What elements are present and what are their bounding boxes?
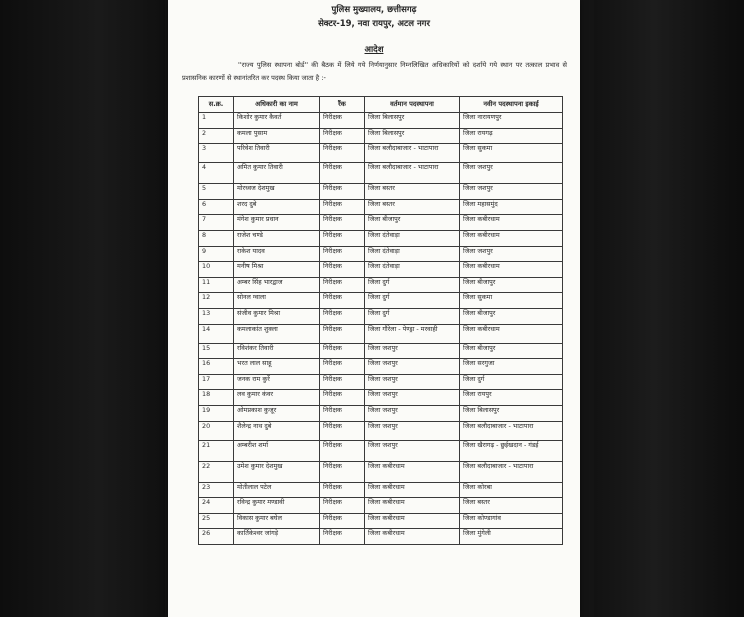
cell-new-posting: जिला मुंगेली — [460, 529, 563, 545]
cell-rank: निरीक्षक — [320, 529, 365, 545]
cell-current-posting: जिला जशपुर — [365, 440, 460, 461]
cell-current-posting: जिला दंतेवाड़ा — [365, 246, 460, 262]
order-intro: ''राज्य पुलिस स्थापना बोर्ड'' की बैठक में लिये गये निर्णयानुसार निम्नलिखित अधिकारियों को दर्शाये गये स्थान पर तत्काल प्रभाव से प्रशासनिक कारणों से स्थानांतरित कर पदस्थ किया जाता है :- — [182, 61, 567, 82]
cell-new-posting: जिला सुकमा — [460, 293, 563, 309]
cell-serial: 11 — [199, 277, 234, 293]
cell-serial: 23 — [199, 482, 234, 498]
cell-new-posting: जिला कबीरधाम — [460, 230, 563, 246]
table-row — [199, 144, 563, 163]
cell-officer-name: अम्बरीश शर्मा — [234, 440, 320, 461]
table-row — [199, 246, 563, 262]
cell-officer-name: मनीष मिश्रा — [234, 262, 320, 278]
cell-serial: 13 — [199, 308, 234, 324]
cell-new-posting: जिला बीजापुर — [460, 277, 563, 293]
table-row — [199, 163, 563, 184]
cell-officer-name: शैलेन्द्र नाथ दुबे — [234, 421, 320, 440]
cell-rank: निरीक्षक — [320, 324, 365, 343]
cell-new-posting: जिला बलौदाबाजार - भाटापारा — [460, 421, 563, 440]
cell-new-posting: जिला कोण्डागांव — [460, 513, 563, 529]
cell-serial: 9 — [199, 246, 234, 262]
office-name: पुलिस मुख्यालय, छत्तीसगढ़ — [331, 5, 417, 15]
cell-current-posting: जिला कबीरधाम — [365, 529, 460, 545]
cell-serial: 5 — [199, 184, 234, 200]
cell-current-posting: जिला कबीरधाम — [365, 498, 460, 514]
cell-serial: 8 — [199, 230, 234, 246]
cell-serial: 1 — [199, 113, 234, 129]
cell-officer-name: राजेश चण्डे — [234, 230, 320, 246]
cell-serial: 21 — [199, 440, 234, 461]
cell-rank: निरीक्षक — [320, 461, 365, 482]
cell-rank: निरीक्षक — [320, 163, 365, 184]
cell-serial: 12 — [199, 293, 234, 309]
table-row — [199, 343, 563, 359]
table-row — [199, 421, 563, 440]
cell-officer-name: कमला पुसाम — [234, 128, 320, 144]
cell-serial: 26 — [199, 529, 234, 545]
transfer-table — [198, 96, 563, 545]
cell-officer-name: उमेश कुमार देशमुख — [234, 461, 320, 482]
cell-rank: निरीक्षक — [320, 390, 365, 406]
cell-rank: निरीक्षक — [320, 405, 365, 421]
cell-serial: 25 — [199, 513, 234, 529]
cell-current-posting: जिला दुर्ग — [365, 308, 460, 324]
cell-new-posting: जिला कबीरधाम — [460, 262, 563, 278]
cell-rank: निरीक्षक — [320, 230, 365, 246]
cell-serial: 6 — [199, 199, 234, 215]
cell-new-posting: जिला कोरबा — [460, 482, 563, 498]
table-row — [199, 293, 563, 309]
cell-current-posting: जिला बलौदाबाजार - भाटापारा — [365, 163, 460, 184]
cell-serial: 16 — [199, 359, 234, 375]
cell-current-posting: जिला बिलासपुर — [365, 113, 460, 129]
table-row — [199, 359, 563, 375]
cell-rank: निरीक्षक — [320, 308, 365, 324]
cell-new-posting: जिला सुकमा — [460, 144, 563, 163]
cell-serial: 3 — [199, 144, 234, 163]
cell-new-posting: जिला बिलासपुर — [460, 405, 563, 421]
cell-rank: निरीक्षक — [320, 128, 365, 144]
cell-current-posting: जिला दंतेवाड़ा — [365, 230, 460, 246]
cell-new-posting: जिला कबीरधाम — [460, 324, 563, 343]
cell-current-posting: जिला जशपुर — [365, 405, 460, 421]
cell-new-posting: जिला रायगढ़ — [460, 128, 563, 144]
cell-serial: 22 — [199, 461, 234, 482]
table-row — [199, 374, 563, 390]
cell-officer-name: रविशंकर तिवारी — [234, 343, 320, 359]
cell-officer-name: जनक राम कुर्रे — [234, 374, 320, 390]
cell-current-posting: जिला गौरेला - पेण्ड्रा - मरवाही — [365, 324, 460, 343]
table-row — [199, 390, 563, 406]
table-row — [199, 184, 563, 200]
cell-rank: निरीक्षक — [320, 440, 365, 461]
table-row — [199, 230, 563, 246]
cell-serial: 17 — [199, 374, 234, 390]
cell-officer-name: कार्तिकेश्वर जांगड़े — [234, 529, 320, 545]
cell-new-posting: जिला बीजापुर — [460, 343, 563, 359]
cell-current-posting: जिला बस्तर — [365, 184, 460, 200]
cell-rank: निरीक्षक — [320, 262, 365, 278]
scan-border-left — [0, 0, 165, 617]
cell-current-posting: जिला कबीरधाम — [365, 482, 460, 498]
cell-rank: निरीक्षक — [320, 359, 365, 375]
col-header-name: अधिकारी का नाम — [234, 97, 320, 113]
cell-new-posting: जिला कबीरधाम — [460, 215, 563, 231]
cell-rank: निरीक्षक — [320, 215, 365, 231]
cell-serial: 2 — [199, 128, 234, 144]
col-header-serial: स.क्र. — [199, 97, 234, 113]
cell-officer-name: शरद दुबे — [234, 199, 320, 215]
cell-current-posting: जिला दंतेवाड़ा — [365, 262, 460, 278]
cell-current-posting: जिला कबीरधाम — [365, 513, 460, 529]
cell-serial: 20 — [199, 421, 234, 440]
office-address: सेक्टर-19, नवा रायपुर, अटल नगर — [318, 19, 430, 29]
cell-new-posting: जिला जशपुर — [460, 184, 563, 200]
cell-rank: निरीक्षक — [320, 113, 365, 129]
cell-serial: 18 — [199, 390, 234, 406]
table-row — [199, 482, 563, 498]
table-row — [199, 513, 563, 529]
cell-officer-name: किशोर कुमार कैवर्त — [234, 113, 320, 129]
cell-new-posting: जिला महासमुंद — [460, 199, 563, 215]
cell-rank: निरीक्षक — [320, 482, 365, 498]
cell-current-posting: जिला कबीरधाम — [365, 461, 460, 482]
table-header-row — [199, 97, 563, 113]
cell-rank: निरीक्षक — [320, 144, 365, 163]
cell-officer-name: विकास कुमार बघेल — [234, 513, 320, 529]
table-row — [199, 529, 563, 545]
table-row — [199, 277, 563, 293]
cell-new-posting: जिला बस्तर — [460, 498, 563, 514]
cell-serial: 14 — [199, 324, 234, 343]
cell-serial: 4 — [199, 163, 234, 184]
col-header-current-posting: वर्तमान पदस्थापना — [365, 97, 460, 113]
col-header-new-posting: नवीन पदस्थापना इकाई — [460, 97, 563, 113]
cell-current-posting: जिला जशपुर — [365, 374, 460, 390]
cell-rank: निरीक्षक — [320, 184, 365, 200]
cell-officer-name: ओमप्रकाश कुजूर — [234, 405, 320, 421]
cell-current-posting: जिला जशपुर — [365, 343, 460, 359]
cell-serial: 24 — [199, 498, 234, 514]
cell-current-posting: जिला बस्तर — [365, 199, 460, 215]
order-title: आदेश — [364, 45, 384, 55]
table-row — [199, 324, 563, 343]
cell-current-posting: जिला जशपुर — [365, 421, 460, 440]
cell-rank: निरीक्षक — [320, 498, 365, 514]
cell-rank: निरीक्षक — [320, 374, 365, 390]
cell-officer-name: मोतीलाल पटेल — [234, 482, 320, 498]
cell-officer-name: अमित कुमार तिवारी — [234, 163, 320, 184]
table-row — [199, 461, 563, 482]
cell-rank: निरीक्षक — [320, 246, 365, 262]
cell-officer-name: अम्बर सिंह भारद्वाज — [234, 277, 320, 293]
table-row — [199, 405, 563, 421]
cell-officer-name: कमलाकांत शुक्ला — [234, 324, 320, 343]
cell-current-posting: जिला बिलासपुर — [365, 128, 460, 144]
cell-rank: निरीक्षक — [320, 343, 365, 359]
cell-current-posting: जिला जशपुर — [365, 359, 460, 375]
col-header-rank: रैंक — [320, 97, 365, 113]
table-row — [199, 262, 563, 278]
cell-officer-name: परिवेश तिवारी — [234, 144, 320, 163]
cell-officer-name: भरत लाल साहू — [234, 359, 320, 375]
cell-officer-name: राकेश यादव — [234, 246, 320, 262]
table-row — [199, 215, 563, 231]
scan-border-right — [594, 0, 744, 617]
cell-new-posting: जिला जशपुर — [460, 163, 563, 184]
cell-serial: 15 — [199, 343, 234, 359]
cell-officer-name: मोरध्वज देशमुख — [234, 184, 320, 200]
cell-rank: निरीक्षक — [320, 293, 365, 309]
cell-new-posting: जिला नारायणपुर — [460, 113, 563, 129]
cell-serial: 7 — [199, 215, 234, 231]
cell-current-posting: जिला दुर्ग — [365, 277, 460, 293]
cell-officer-name: सोनल ग्वाला — [234, 293, 320, 309]
cell-rank: निरीक्षक — [320, 421, 365, 440]
cell-current-posting: जिला बीजापुर — [365, 215, 460, 231]
table-row — [199, 113, 563, 129]
cell-current-posting: जिला बलौदाबाजार - भाटापारा — [365, 144, 460, 163]
cell-officer-name: रविन्द्र कुमार मण्डावी — [234, 498, 320, 514]
table-row — [199, 440, 563, 461]
cell-serial: 10 — [199, 262, 234, 278]
cell-current-posting: जिला दुर्ग — [365, 293, 460, 309]
cell-new-posting: जिला बलौदाबाजार - भाटापारा — [460, 461, 563, 482]
cell-serial: 19 — [199, 405, 234, 421]
cell-new-posting: जिला बीजापुर — [460, 308, 563, 324]
document-page — [168, 0, 580, 617]
cell-current-posting: जिला जशपुर — [365, 390, 460, 406]
table-row — [199, 128, 563, 144]
cell-new-posting: जिला खैरागढ़ - छुईखदान - गंडई — [460, 440, 563, 461]
cell-new-posting: जिला जशपुर — [460, 246, 563, 262]
table-row — [199, 199, 563, 215]
table-row — [199, 498, 563, 514]
cell-new-posting: जिला दुर्ग — [460, 374, 563, 390]
cell-rank: निरीक्षक — [320, 277, 365, 293]
cell-new-posting: जिला रायपुर — [460, 390, 563, 406]
cell-officer-name: लव कुमार कंवर — [234, 390, 320, 406]
cell-new-posting: जिला सरगुजा — [460, 359, 563, 375]
cell-officer-name: संजीव कुमार मिश्रा — [234, 308, 320, 324]
table-row — [199, 308, 563, 324]
cell-rank: निरीक्षक — [320, 199, 365, 215]
cell-rank: निरीक्षक — [320, 513, 365, 529]
cell-officer-name: मंगेश कुमार प्रधान — [234, 215, 320, 231]
